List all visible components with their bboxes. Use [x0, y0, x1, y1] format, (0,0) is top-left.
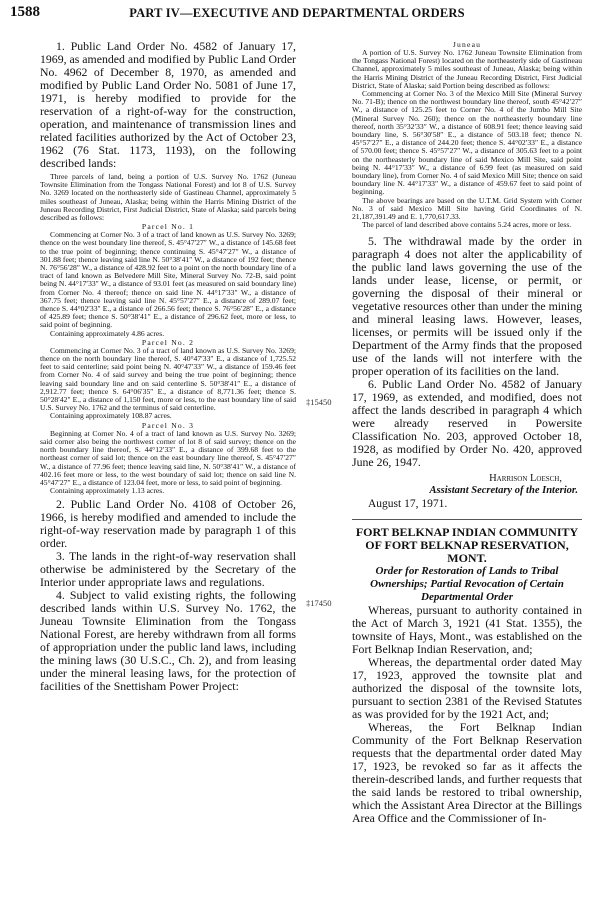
right-column [352, 40, 582, 825]
paragraph-6: 6. Public Land Order No. 4582 of January 17, 1969, as extended, and modified, does not affect the lands described in paragraph 4 which were already reserved in Powersite Classification No. 203, approved October 18, 1928, as modified by Order No. 420, approved June 26, 1947. [352, 377, 582, 470]
juneau-bearings: The above bearings are based on the U.T.M. Grid System with Corner No. 3 of said Mexico Mill Site having Grid Coordinates of N. 21,187,391.49 and E. 1,770,617.33. [352, 195, 582, 222]
parcels-intro: Three parcels of land, being a portion of U.S. Survey No. 1762 (Juneau Townsite Elimination from the Tongass National Forest) and lot 8 of U.S. Survey No. 3269 located on the northeasterly side of Gastineau Channel, approximately 5 miles southeast of Juneau, Alaska; being within the Harris Mining District of the Juneau Recording District, First Judicial District, State of Alaska; said parcels being described as follows: [40, 172, 296, 223]
margin-document-number: ‡15450 [306, 397, 332, 407]
paragraph-2: 2. Public Land Order No. 4108 of October 26, 1966, is hereby modified and amended to include the right-of-way reservation made by paragraph 1 of this order. [40, 497, 296, 551]
paragraph-1: 1. Public Land Order No. 4582 of January 17, 1969, as amended and modified by Public Land Order No. 4962 of December 8, 1970, as amended and modified by Public Land Order No. 5081 of June 17, 1971, is hereby modified to provide for the reservation of a right-of-way for the construction, operation, and maintenance of transmission lines and related facilities authorized by the Act of October 23, 1962 (76 Stat. 1173, 1193), on the following described lands: [40, 39, 296, 170]
running-head: PART IV—EXECUTIVE AND DEPARTMENTAL ORDERS [129, 6, 465, 20]
parcel-2-heading: Parcel No. 2 [141, 337, 195, 347]
section-divider [352, 519, 582, 520]
paragraph-5: 5. The withdrawal made by the order in paragraph 4 does not alter the applicability of the public land laws governing the use of the lands under lease, license, or permit, or governing the disposal of their mineral or vegetative resources other than under the mining and mineral leasing laws. However, leases, licenses, or permits will be issued only if the Department of the Army finds that the proposed use of the lands will not interfere with the proper operation of its facilities on the land. [352, 234, 582, 379]
whereas-2: Whereas, the departmental order dated May 17, 1923, approved the townsite plat and authorized the disposal of the townsite lots, pursuant to section 2381 of the Revised Statutes as was provided for by the 1921 Act, and; [352, 655, 582, 722]
page-number: 1588 [10, 4, 40, 20]
order-title: Order for Restoration of Lands to Tribal Ownerships; Partial Revocation of Certain Departmental Order [370, 565, 564, 604]
parcel-1-heading: Parcel No. 1 [141, 222, 195, 232]
agency-heading-line-2: OF FORT BELKNAP RESERVATION, [365, 538, 569, 553]
juneau-area: The parcel of land described above contains 5.24 acres, more or less. [362, 220, 572, 230]
parcel-1-area: Containing approximately 4.86 acres. [50, 328, 165, 338]
juneau-description: A portion of U.S. Survey No. 1762 Juneau Townsite Elimination from the Tongass National Forest) located on the northeasterly side of Gastineau Channel, approximately 5 miles southeast of Juneau, Alaska; being within the Harris Mining District of the Juneau Recording District, First Judicial District, State of Alaska; said Portion being described as follows: [352, 48, 582, 90]
parcel-3-description: Beginning at Corner No. 4 of a tract of land known as U.S. Survey No. 3269; said corner also being the northwest corner of lot 8 of said survey; thence on the north boundary line thereof, S. 44°12′33″ E., a distance of 399.68 feet to the northeast corner of said lot; thence on the east boundary line thereof, S. 45°47′27″ W., a distance of 77.96 feet; thence leaving said line, N. 50°38′41″ W., a distance of 402.16 feet more or less, to the west boundary of said lot; thence on said line N. 45°47′27″ E., a distance of 123.04 feet, more or less, to said point of beginning. [40, 428, 296, 487]
page-header [10, 4, 584, 24]
juneau-heading: Juneau [452, 40, 482, 49]
paragraph-3: 3. The lands in the right-of-way reservation shall otherwise be administered by the Secretary of the Interior under appropriate laws and regulations. [40, 549, 296, 590]
whereas-1: Whereas, pursuant to authority contained in the Act of March 3, 1921 (41 Stat. 1355), the townsite of Hays, Mont., was established on the Fort Belknap Indian Reservation, and; [352, 603, 582, 657]
paragraph-4: 4. Subject to valid existing rights, the following described lands within U.S. Survey No. 1762, the Juneau Townsite Elimination from the Tongass National Forest, are hereby withdrawn from all forms of appropriation under the public land laws, including the mining laws (30 U.S.C., Ch. 2), and from leasing under the mineral leasing laws, for the protection of facilities of the Snettisham Power Project: [40, 588, 296, 694]
parcel-2-description: Commencing at Corner No. 3 of a tract of land known as U.S. Survey No. 3269; thence on the north boundary line thereof, S. 40°47′33″ E., a distance of 1,725.52 feet to said centerline; said point being N. 40°47′33″ W., a distance of 159.46 feet from Corner No. 4 of said survey and being the true point of beginning; thence leaving said boundary line and on said centerline S. 50°38′41″ E., a distance of 2,912.77 feet; thence S. 64°06′35″ E., a distance of 8,771.36 feet; thence S. 50°28′42″ E., a distance of 1,150 feet, more or less, to the east boundary line of said U.S. Survey No. 1762 and the terminus of said centerline. [40, 345, 296, 413]
signer-name: Harrison Loesch, [489, 473, 562, 485]
margin-document-number: ‡17450 [306, 598, 332, 608]
juneau-metes-bounds: Commencing at Corner No. 3 of the Mexico Mill Site (Mineral Survey No. 71-B); thence on the northwest boundary line thereof, south 45°42′27″ W., a distance of 125.25 feet to Corner No. 4 of the Jumbo Mill Site (Mineral Survey No. 260); thence on the northeasterly boundary line thereof, north 35°32′33″ W., a distance of 608.91 feet; thence leaving said boundary line, S. 56°30′58″ E., a distance of 503.18 feet; thence N. 45°57′27″ E., a distance of 244.20 feet; thence S. 44°02′33″ E., a distance of 570.00 feet; thence S. 45°57′27″ W., a distance of 305.63 feet to a point on the northeasterly boundary line of said Mexico Mill Site, said point being N. 44°17′33″ W., a distance of 6.99 feet (as measured on said boundary line), from Corner No. 4 of said Mexico Mill Site; thence on said boundary line N. 44°17′33″ W., a distance of 459.67 feet to said point of beginning. [352, 89, 582, 197]
left-column [40, 40, 296, 693]
parcel-2-area: Containing approximately 108.87 acres. [50, 411, 172, 421]
parcel-3-heading: Parcel No. 3 [141, 420, 195, 430]
signer-title: Assistant Secretary of the Interior. [429, 485, 578, 497]
agency-heading-line-3: MONT. [447, 551, 487, 566]
parcel-3-area: Containing approximately 1.13 acres. [50, 486, 165, 496]
agency-heading-line-1: FORT BELKNAP INDIAN COMMUNITY [355, 525, 579, 540]
parcel-1-description: Commencing at Corner No. 3 of a tract of land known as U.S. Survey No. 3269; thence on the west boundary line thereof, S. 45°47′27″ W., a distance of 145.68 feet to the true point of beginning; thence continuing S. 45°47′27″ W., a distance of 301.88 feet; thence leaving said line N. 50°38′41″ W., a distance of 192 feet; thence N. 76°56′28″ W., a distance of 428.92 feet to a point on the north boundary line of a tract of land known as Belvedere Mill Site, Mineral Survey No. 72-B, said point being N. 44°17′33″ W., a distance of 93.01 feet (as measured on said boundary line) from Corner No. 4 thereof; thence on said line N. 44°17′33″ W., a distance of 367.75 feet; thence leaving said line N. 45°57′27″ E., a distance of 289.07 feet; thence S. 44°02′33″ E., a distance of 266.56 feet; thence S. 76°56′28″ E., a distance of 425.89 feet; thence S. 50°38′41″ E., a distance of 296.62 feet, more or less, to said point of beginning. [40, 230, 296, 330]
signature-date: August 17, 1971. [368, 498, 448, 511]
whereas-3: Whereas, the Fort Belknap Indian Community of the Fort Belknap Reservation requests that the departmental order dated May 17, 1923, be revoked so far as it affects the therein-described lands, and further requests that the said lands be restored to tribal ownership, which the Assistant Area Director at the Billings Area Office and the Commissioner of In- [352, 720, 582, 826]
